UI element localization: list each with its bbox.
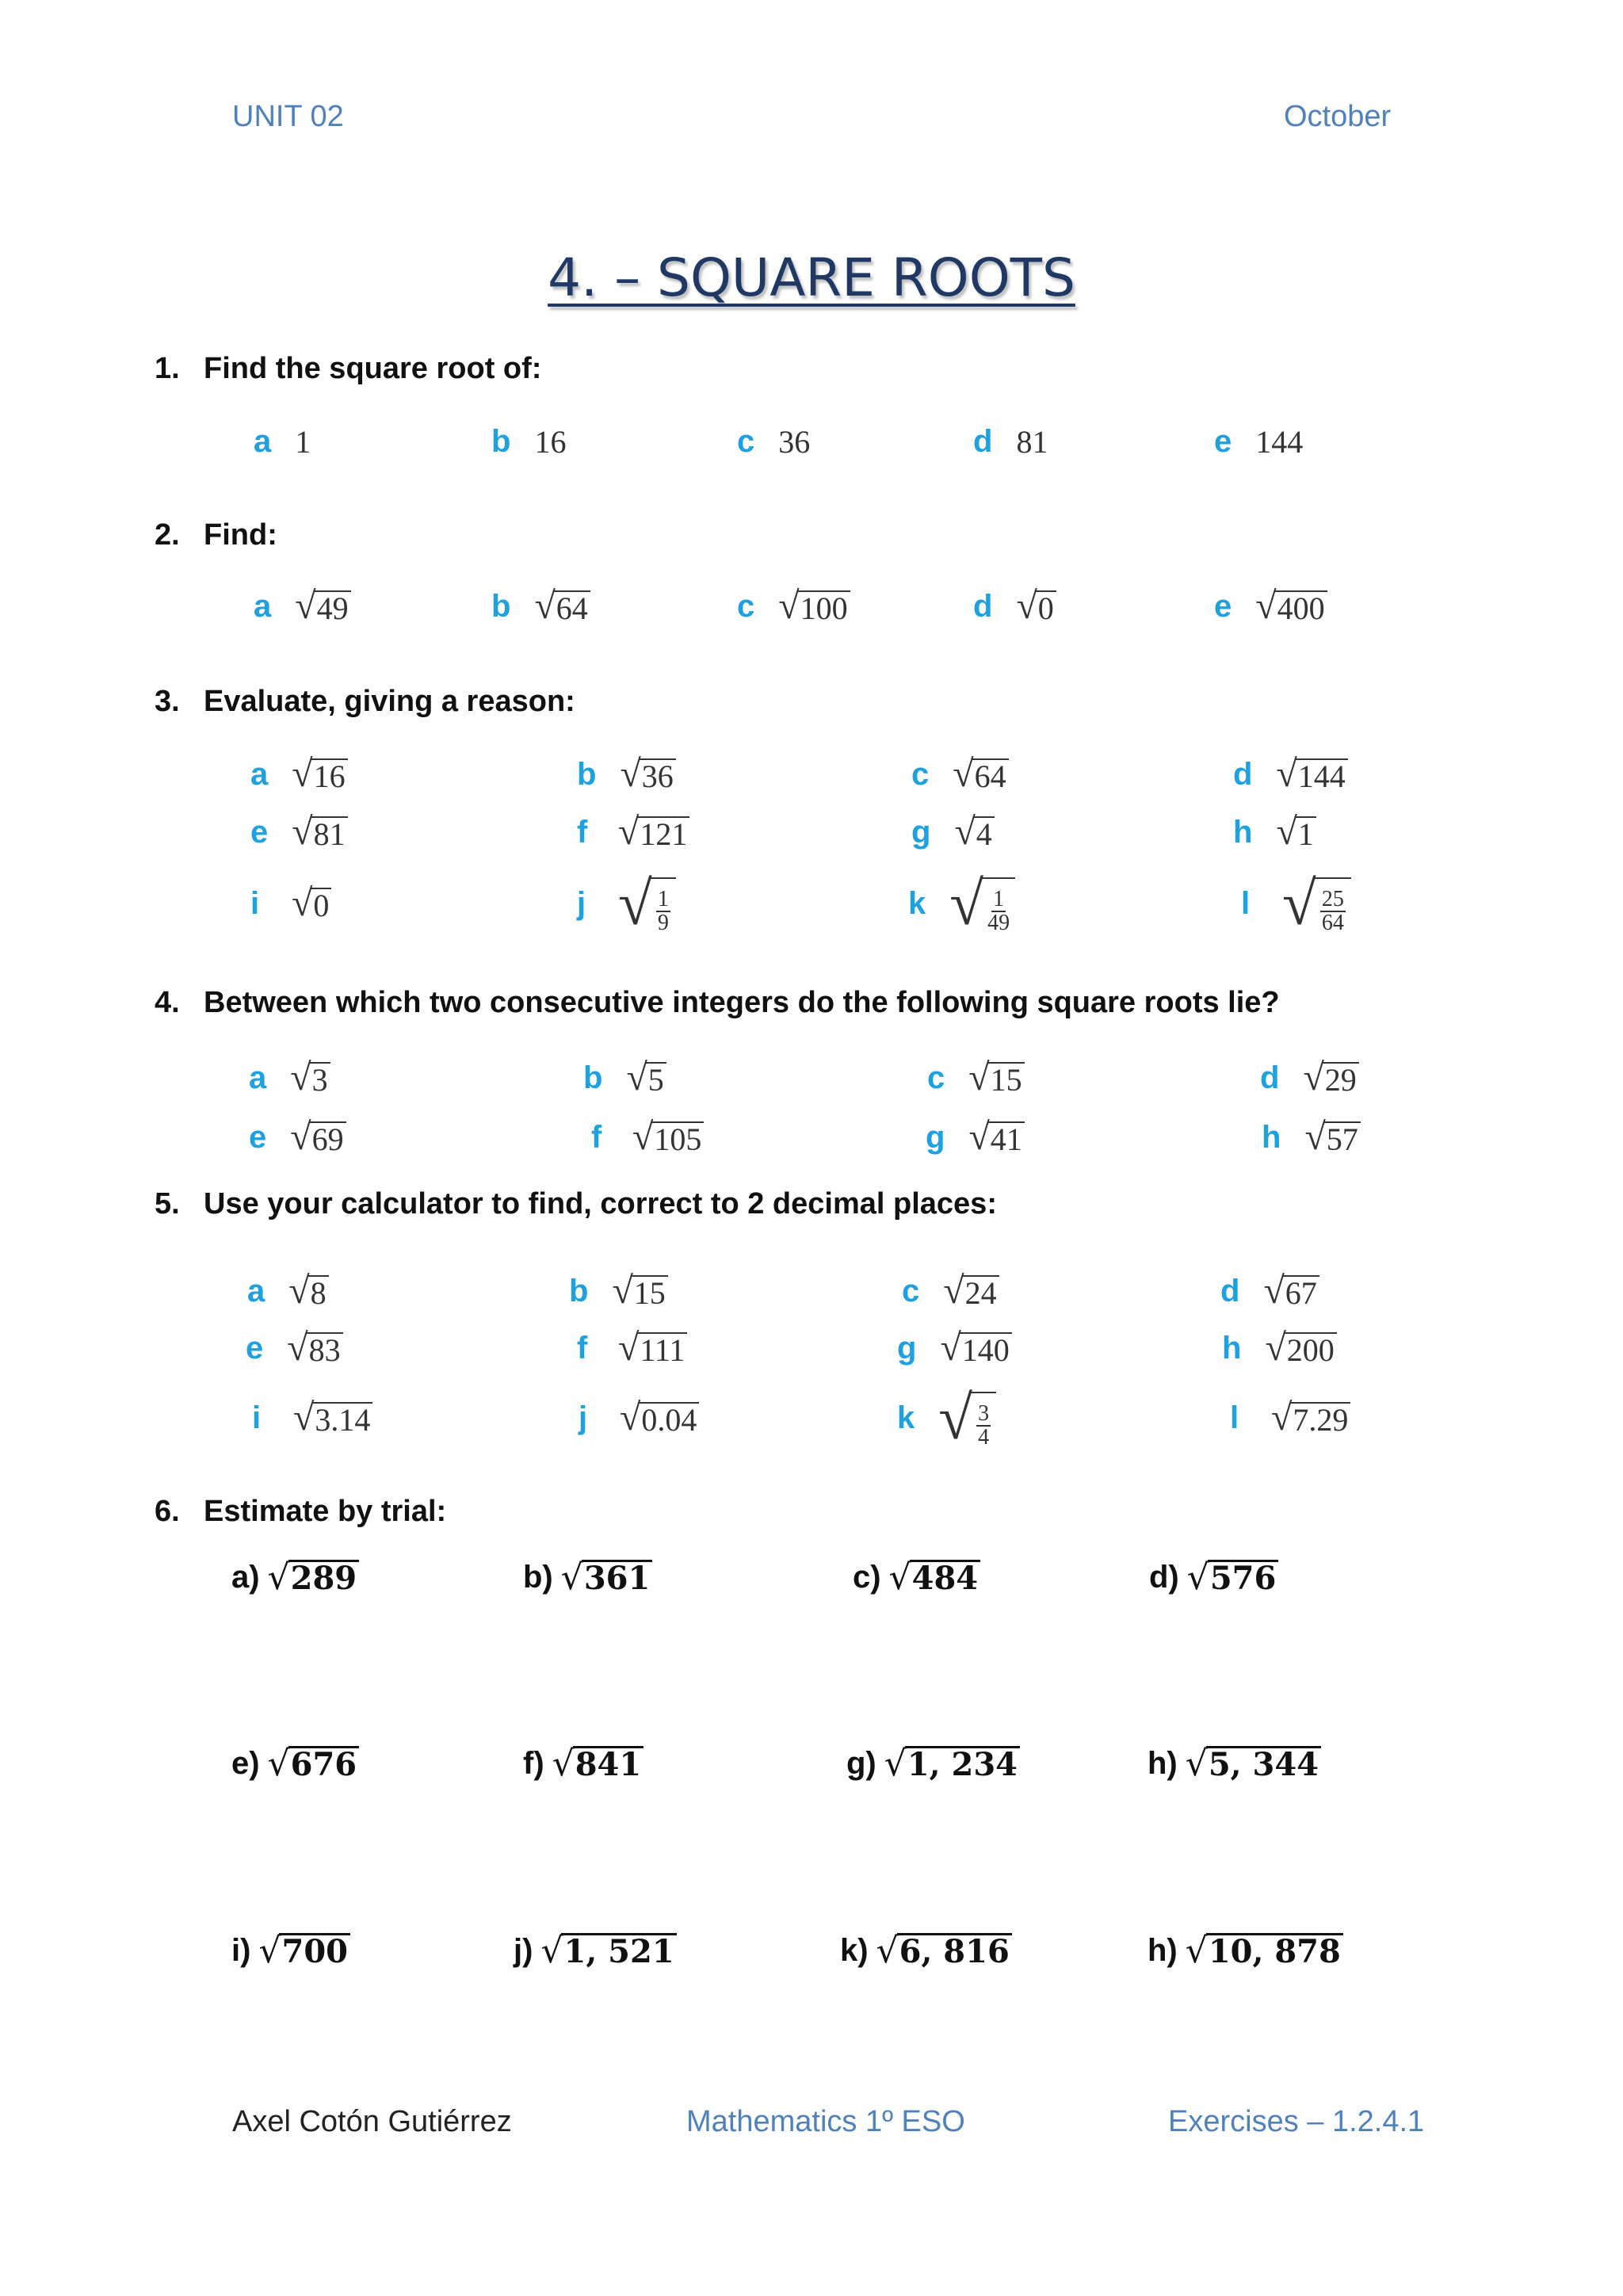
item-label: k)	[840, 1932, 869, 1968]
question-number: 5.	[155, 1187, 180, 1221]
q3-item-a	[250, 747, 348, 802]
item-letter: b	[491, 423, 511, 459]
radicand: 1	[1296, 816, 1316, 851]
question-text: Use your calculator to find, correct to 2 decimal places:	[204, 1187, 997, 1221]
item-letter: a	[254, 423, 272, 459]
radicand: 700	[279, 1933, 350, 1969]
item-label: d)	[1149, 1559, 1179, 1595]
item-letter: j	[577, 885, 586, 921]
item-letter: f	[577, 814, 588, 850]
radical-symbol: √	[940, 1327, 961, 1369]
radicand: 64	[972, 758, 1009, 793]
radical	[778, 587, 850, 625]
item-letter: d	[973, 423, 993, 459]
question-number: 2.	[155, 518, 180, 552]
radical	[287, 1329, 342, 1367]
radical	[1303, 1056, 1358, 1098]
radical-symbol: √	[943, 1270, 964, 1312]
q2-item-d	[973, 579, 1056, 634]
q5-item-f	[577, 1320, 687, 1376]
radical	[1276, 755, 1347, 793]
radical-symbol: √	[1185, 1743, 1208, 1784]
item-label: a)	[231, 1559, 260, 1595]
question-text: Between which two consecutive integers do the following square roots lie?	[204, 986, 1280, 1019]
item-label: c)	[853, 1559, 881, 1595]
item-letter: k	[897, 1400, 915, 1435]
item-value: 1	[295, 423, 311, 460]
radicand: 81	[311, 816, 348, 851]
numerator: 25	[1321, 887, 1344, 911]
q4-item-f	[591, 1110, 704, 1165]
radicand: 576	[1208, 1560, 1279, 1595]
radical	[1304, 1118, 1360, 1156]
item-value: 81	[1016, 423, 1048, 460]
item-label: f)	[523, 1745, 544, 1781]
q6-item-g	[846, 1736, 1020, 1791]
q5-item-b	[569, 1263, 668, 1319]
q5-item-a	[247, 1263, 329, 1319]
radical	[618, 1329, 687, 1367]
radicand: 289	[288, 1560, 360, 1595]
radical	[876, 1930, 1012, 1971]
radicand: 24	[963, 1275, 999, 1310]
radicand: 140	[960, 1332, 1012, 1367]
item-letter: b	[577, 756, 597, 792]
radical-symbol: √	[1276, 753, 1297, 795]
radical	[1263, 1272, 1319, 1310]
q1-item-b	[491, 414, 566, 469]
item-letter: e	[1214, 423, 1232, 459]
radical	[968, 1056, 1024, 1098]
radical-symbol: √	[884, 1743, 907, 1784]
radical-symbol: √	[540, 1930, 563, 1971]
item-letter: a	[249, 1060, 267, 1095]
radical-symbol: √	[287, 1327, 308, 1369]
item-label: e)	[231, 1745, 260, 1781]
radicand: 400	[1275, 590, 1327, 625]
radical	[1016, 587, 1056, 625]
item-label: i)	[231, 1932, 251, 1968]
radical-symbol: √	[1304, 1116, 1326, 1158]
item-letter: h	[1222, 1330, 1242, 1366]
radical-symbol: √	[258, 1930, 281, 1971]
q4-item-g	[926, 1110, 1025, 1165]
q3-item-j	[577, 869, 676, 938]
radical	[292, 755, 347, 793]
question-text: Find:	[204, 518, 277, 552]
radical-symbol: √	[968, 1116, 990, 1158]
q4-item-b	[583, 1050, 666, 1106]
item-letter: c	[737, 588, 755, 624]
item-letter: a	[254, 588, 272, 624]
item-letter: i	[252, 1400, 262, 1435]
item-letter: c	[737, 423, 755, 459]
radical-symbol: √	[632, 1116, 654, 1158]
q6-item-f	[523, 1736, 643, 1791]
radical-symbol: √	[1016, 585, 1037, 627]
numerator: 1	[657, 887, 669, 911]
item-letter: f	[591, 1119, 602, 1155]
radical	[1276, 813, 1316, 851]
q4-item-a	[249, 1050, 330, 1106]
radical	[888, 1557, 981, 1598]
radical-symbol: √	[949, 869, 984, 938]
radical	[290, 1056, 330, 1098]
q3-item-i	[250, 876, 331, 931]
radical	[1185, 1743, 1321, 1784]
q6-item-i	[231, 1923, 350, 1978]
radical	[943, 1272, 999, 1310]
question-4-heading	[155, 986, 1280, 1020]
q4-item-d	[1260, 1050, 1359, 1106]
radical-symbol: √	[1265, 1327, 1286, 1369]
question-5-heading	[155, 1187, 997, 1221]
item-letter: g	[897, 1330, 917, 1366]
q3-item-h	[1233, 804, 1316, 860]
question-number: 6.	[155, 1495, 180, 1528]
fraction	[653, 888, 674, 934]
radicand: 64	[554, 590, 590, 625]
radical	[293, 1396, 372, 1438]
radical	[1186, 1557, 1279, 1598]
fraction	[1317, 888, 1349, 934]
denominator: 9	[657, 911, 669, 935]
q1-item-a	[254, 414, 311, 469]
radical	[1265, 1329, 1336, 1367]
q3-item-b	[577, 747, 676, 802]
radicand: 6, 816	[897, 1933, 1012, 1969]
item-letter: j	[579, 1400, 588, 1435]
q4-item-h	[1262, 1110, 1361, 1165]
radical-symbol: √	[267, 1743, 290, 1784]
radical-symbol: √	[1276, 811, 1297, 853]
radical-symbol: √	[620, 753, 641, 795]
radical-symbol: √	[953, 753, 974, 795]
question-number: 1.	[155, 352, 180, 385]
item-letter: d	[1220, 1273, 1240, 1308]
radicand: 0	[1036, 590, 1056, 625]
radical	[1271, 1396, 1350, 1438]
radical	[626, 1056, 666, 1098]
radical	[620, 755, 675, 793]
q3-item-k	[908, 869, 1015, 938]
radical-symbol: √	[1303, 1056, 1324, 1098]
q6-item-h	[1148, 1736, 1321, 1791]
item-letter: c	[911, 756, 930, 792]
item-letter: l	[1241, 885, 1251, 921]
radicand: 121	[637, 816, 689, 851]
radicand: 361	[582, 1560, 653, 1595]
q5-item-l	[1230, 1390, 1350, 1446]
item-letter: f	[577, 1330, 588, 1366]
radical	[618, 869, 676, 938]
item-letter: a	[250, 756, 269, 792]
item-letter: d	[1233, 756, 1253, 792]
radical-symbol: √	[1255, 585, 1277, 627]
question-text: Find the square root of:	[204, 352, 542, 385]
radical	[534, 587, 590, 625]
radical-symbol: √	[618, 1327, 640, 1369]
radicand: 15	[988, 1062, 1025, 1097]
radical-symbol: √	[1186, 1557, 1209, 1598]
radical-symbol: √	[267, 1557, 290, 1598]
q2-item-e	[1214, 579, 1327, 634]
q3-item-c	[911, 747, 1009, 802]
radicand: 105	[651, 1121, 704, 1156]
radicand	[982, 877, 1015, 934]
q2-item-c	[737, 579, 850, 634]
item-label: b)	[523, 1559, 553, 1595]
radical-symbol: √	[534, 585, 556, 627]
radical	[620, 1396, 699, 1438]
item-letter: b	[583, 1060, 603, 1095]
radicand: 484	[910, 1560, 981, 1595]
radical	[295, 587, 350, 625]
radical	[288, 1272, 328, 1310]
item-letter: i	[250, 885, 260, 921]
radicand: 0.04	[639, 1402, 699, 1437]
radicand: 1, 521	[561, 1933, 676, 1969]
q2-item-a	[254, 579, 351, 634]
radical	[552, 1743, 644, 1784]
radicand: 16	[311, 758, 348, 793]
question-number: 4.	[155, 986, 180, 1019]
q4-item-e	[249, 1110, 346, 1165]
radical	[540, 1930, 676, 1971]
radicand: 8	[308, 1275, 329, 1310]
item-letter: b	[491, 588, 511, 624]
radical-symbol: √	[293, 1396, 315, 1438]
item-letter: h	[1262, 1119, 1281, 1155]
radicand: 7.29	[1290, 1402, 1350, 1437]
radical-symbol: √	[888, 1557, 911, 1598]
radicand: 67	[1283, 1275, 1319, 1310]
radical	[618, 813, 689, 851]
radical-symbol: √	[620, 1396, 641, 1438]
radicand: 200	[1285, 1332, 1337, 1367]
header-unit: UNIT 02	[232, 100, 344, 133]
radical-symbol: √	[1282, 869, 1316, 938]
radical	[884, 1743, 1020, 1784]
radical	[560, 1557, 653, 1598]
q3-item-l	[1241, 869, 1351, 938]
q6-item-a	[231, 1549, 359, 1605]
radical-symbol: √	[1185, 1930, 1208, 1971]
radical-symbol: √	[290, 1116, 311, 1158]
q6-item-k	[840, 1923, 1012, 1978]
item-letter: d	[1260, 1060, 1280, 1095]
radical-symbol: √	[290, 1056, 311, 1098]
radical	[267, 1557, 360, 1598]
radical-symbol: √	[552, 1743, 575, 1784]
item-value: 16	[534, 423, 567, 460]
radicand: 111	[637, 1332, 687, 1367]
q2-item-b	[491, 579, 590, 634]
radicand: 29	[1323, 1062, 1359, 1097]
q4-item-c	[927, 1050, 1025, 1106]
radicand: 49	[315, 590, 351, 625]
radical-symbol: √	[292, 882, 313, 924]
numerator: 1	[993, 887, 1005, 911]
radicand: 0	[311, 888, 331, 923]
radical	[953, 755, 1008, 793]
q5-item-k	[897, 1383, 996, 1452]
numerator: 3	[978, 1401, 990, 1426]
radicand	[1315, 877, 1351, 934]
radical	[292, 813, 347, 851]
radical-symbol: √	[292, 753, 313, 795]
item-letter: b	[569, 1273, 589, 1308]
question-3-heading	[155, 685, 575, 719]
radical-symbol: √	[968, 1056, 990, 1098]
radicand: 100	[798, 590, 850, 625]
q5-item-c	[902, 1263, 999, 1319]
item-value: 144	[1255, 423, 1304, 460]
item-letter: e	[250, 814, 269, 850]
radicand: 41	[988, 1121, 1025, 1156]
item-label: g)	[846, 1745, 876, 1781]
radical-symbol: √	[295, 585, 316, 627]
radicand: 3.14	[312, 1402, 372, 1437]
q5-item-e	[246, 1320, 343, 1376]
radicand: 5	[646, 1062, 666, 1097]
item-label: j)	[514, 1932, 533, 1968]
footer-exercise-ref: Exercises – 1.2.4.1	[1168, 2105, 1425, 2138]
radical	[1282, 869, 1351, 938]
item-letter: d	[973, 588, 993, 624]
radicand: 5, 344	[1206, 1746, 1321, 1782]
item-letter: e	[246, 1330, 264, 1366]
denominator: 4	[978, 1425, 990, 1450]
page-title: 4. – SQUARE ROOTS	[548, 247, 1075, 308]
radicand	[651, 877, 676, 934]
item-letter: l	[1230, 1400, 1239, 1435]
item-letter: e	[249, 1119, 267, 1155]
radical-symbol: √	[1263, 1270, 1285, 1312]
radicand: 36	[640, 758, 676, 793]
radicand: 83	[307, 1332, 343, 1367]
radical	[968, 1118, 1024, 1156]
item-value: 36	[778, 423, 811, 460]
radical-symbol: √	[560, 1557, 583, 1598]
radical	[632, 1118, 704, 1156]
radical-symbol: √	[778, 585, 800, 627]
item-letter: e	[1214, 588, 1232, 624]
q1-item-d	[973, 414, 1048, 469]
q3-item-e	[250, 804, 348, 860]
q6-item-b	[523, 1549, 652, 1605]
q3-item-d	[1233, 747, 1348, 802]
item-letter: a	[247, 1273, 265, 1308]
radical-symbol: √	[626, 1056, 647, 1098]
q5-item-h	[1222, 1320, 1337, 1376]
radical	[954, 813, 994, 851]
question-2-heading	[155, 518, 277, 552]
radicand: 69	[310, 1121, 346, 1156]
question-text: Estimate by trial:	[204, 1495, 447, 1528]
q5-item-i	[252, 1390, 372, 1446]
radical	[938, 1383, 996, 1452]
radical-symbol: √	[618, 811, 640, 853]
radical	[612, 1272, 667, 1310]
radicand: 15	[632, 1275, 668, 1310]
question-text: Evaluate, giving a reason:	[204, 685, 575, 718]
item-letter: h	[1233, 814, 1253, 850]
radical-symbol: √	[618, 869, 652, 938]
q6-item-c	[853, 1549, 980, 1605]
q3-item-g	[911, 804, 995, 860]
denominator: 64	[1321, 911, 1344, 935]
item-letter: c	[927, 1060, 945, 1095]
q6-item-d	[1149, 1549, 1278, 1605]
question-1-heading	[155, 352, 541, 386]
radicand	[971, 1392, 996, 1449]
item-letter: g	[911, 814, 931, 850]
question-6-heading	[155, 1495, 446, 1529]
q6-item-e	[231, 1736, 359, 1791]
footer-author: Axel Cotón Gutiérrez	[232, 2105, 512, 2138]
question-number: 3.	[155, 685, 180, 718]
radical-symbol: √	[954, 811, 976, 853]
radical-symbol: √	[292, 811, 313, 853]
q5-item-g	[897, 1320, 1012, 1376]
item-letter: g	[926, 1119, 945, 1155]
radical	[290, 1118, 346, 1156]
item-label: h)	[1148, 1932, 1178, 1968]
denominator: 49	[987, 911, 1010, 935]
footer-course: Mathematics 1º ESO	[686, 2105, 965, 2138]
radical-symbol: √	[876, 1930, 899, 1971]
radical	[1185, 1930, 1343, 1971]
q1-item-e	[1214, 414, 1303, 469]
radicand: 4	[974, 816, 995, 851]
radicand: 10, 878	[1206, 1933, 1343, 1969]
radical-symbol: √	[938, 1383, 973, 1452]
header-month: October	[1284, 100, 1392, 133]
radicand: 676	[288, 1746, 360, 1782]
radicand: 144	[1296, 758, 1348, 793]
q6-item-j	[514, 1923, 677, 1978]
radical	[949, 869, 1015, 938]
radical	[940, 1329, 1011, 1367]
item-label: h)	[1148, 1745, 1178, 1781]
q6-item-l	[1148, 1923, 1343, 1978]
radicand: 1, 234	[905, 1746, 1020, 1782]
q5-item-j	[579, 1390, 699, 1446]
fraction	[984, 888, 1013, 934]
radical-symbol: √	[612, 1270, 633, 1312]
radicand: 57	[1324, 1121, 1361, 1156]
q1-item-c	[737, 414, 810, 469]
q5-item-d	[1220, 1263, 1319, 1319]
radical	[292, 884, 331, 923]
item-letter: c	[902, 1273, 920, 1308]
radical-symbol: √	[1271, 1396, 1293, 1438]
radicand: 841	[573, 1746, 644, 1782]
radical-symbol: √	[288, 1270, 310, 1312]
q3-item-f	[577, 804, 689, 860]
radical	[258, 1930, 350, 1971]
item-letter: k	[908, 885, 926, 921]
radical	[1255, 587, 1327, 625]
radical	[267, 1743, 360, 1784]
fraction	[973, 1403, 994, 1449]
radicand: 3	[310, 1062, 330, 1097]
